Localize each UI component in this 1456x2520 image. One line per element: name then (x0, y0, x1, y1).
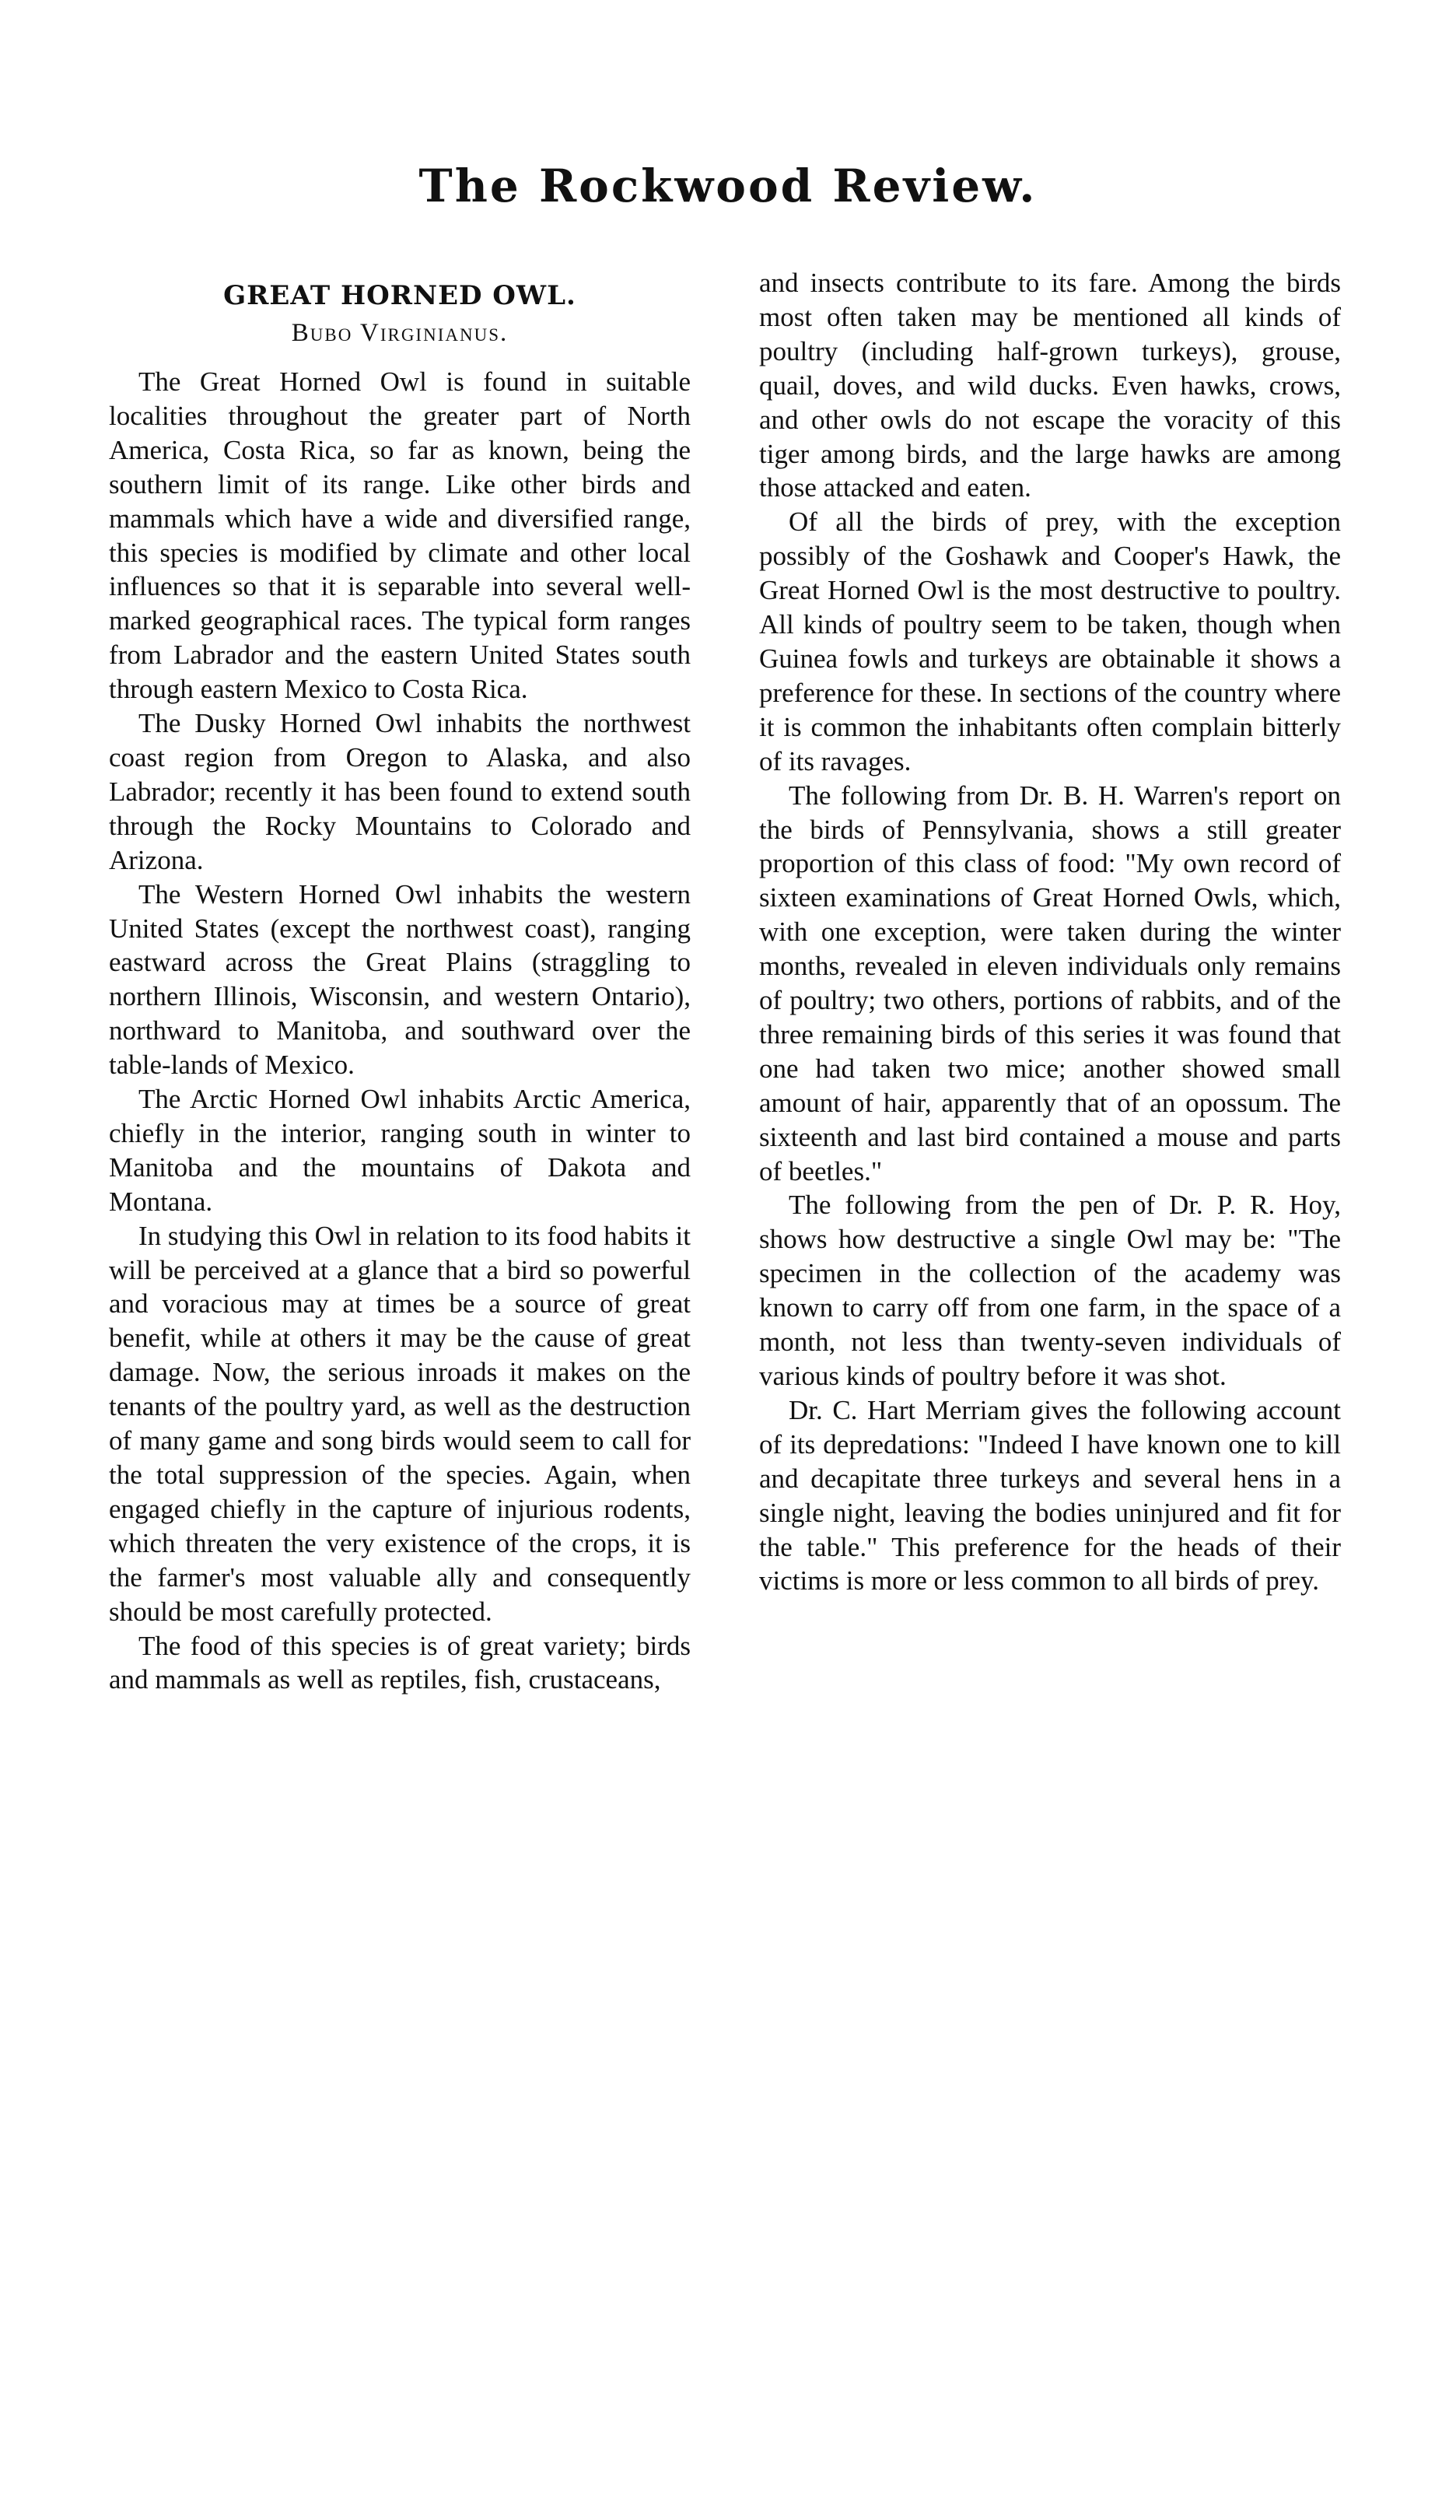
paragraph: and insects contribute to its fare. Among the birds most often taken may be mentioned all kinds of poultry (including half-grown turkeys), grouse, quail, doves, and wild ducks. Even hawks, crows, and other owls do not escape the voracity of this tiger among birds, and the large hawks are among those attacked and eaten. (759, 268, 1341, 503)
paragraph: The Dusky Horned Owl inhabits the northwest coast region from Oregon to Alaska, and also Labrador; recently it has been found to extend south through the Rocky Mountains to Colorado and Arizona. (109, 708, 691, 875)
paragraph: Dr. C. Hart Merriam gives the following account of its depredations: "Indeed I have known one to kill and decapitate three turkeys and several hens in a single night, leaving the bodies uninjured and fit for the table." This preference for the heads of their victims is more or less common to all birds of prey. (759, 1394, 1341, 1596)
left-column (109, 265, 691, 1697)
paragraph: The food of this species is of great variety; birds and mammals as well as reptiles, fish, crustaceans, (109, 1630, 691, 1695)
paragraph: The Western Horned Owl inhabits the western United States (except the northwest coast), ranging eastward across the Great Plains (straggling to northern Illinois, Wisconsin, and western Ontario), northward to Manitoba, and southward over the table-lands of Mexico. (109, 878, 691, 1081)
masthead-title: The Rockwood Review. (418, 159, 1038, 212)
paragraph: The following from the pen of Dr. P. R. Hoy, shows how destructive a single Owl may be: "The specimen in the collection of the academy was known to carry off from one farm, in the space of a month, not less than twenty-seven individuals of various kinds of poultry before it was shot. (759, 1190, 1341, 1391)
paragraph: In studying this Owl in relation to its food habits it will be perceived at a glance that a bird so powerful and voracious may at times be a source of great benefit, while at others it may be the cause of great damage. Now, the serious inroads it makes on the tenants of the poultry yard, as well as the destruction of many game and song birds would seem to call for the total suppression of the species. Again, when engaged chiefly in the capture of injurious rodents, which threaten the very existence of the crops, it is the farmer's most valuable ally and consequently should be most carefully protected. (109, 1220, 691, 1627)
paragraph: The Arctic Horned Owl inhabits Arctic America, chiefly in the interior, ranging south in winter to Manitoba and the mountains of Dakota and Montana. (109, 1084, 691, 1217)
paragraph: Of all the birds of prey, with the exception possibly of the Goshawk and Cooper's Hawk, the Great Horned Owl is the most destructive to poultry. All kinds of poultry seem to be taken, though when Guinea fowls and turkeys are obtainable it shows a preference for these. In sections of the country where it is common the inhabitants often complain bitterly of its ravages. (759, 506, 1341, 776)
article-subtitle: Bubo Virginianus. (291, 319, 509, 347)
right-column (759, 266, 1341, 1598)
article-title: GREAT HORNED OWL. (223, 280, 576, 311)
paragraph: The following from Dr. B. H. Warren's report on the birds of Pennsylvania, shows a still greater proportion of this class of food: "My own record of sixteen examinations of Great Horned Owls, which, with one exception, were taken during the winter months, revealed in eleven individuals only remains of poultry; two others, portions of rabbits, and of the three remaining birds of this series it was found that one had taken two mice; another showed small amount of hair, apparently that of an opossum. The sixteenth and last bird contained a mouse and parts of beetles." (759, 780, 1341, 1186)
paragraph: The Great Horned Owl is found in suitable localities throughout the greater part of North America, Costa Rica, so far as known, being the southern limit of its range. Like other birds and mammals which have a wide and diversified range, this species is modified by climate and other local influences so that it is separable into several well-marked geographical races. The typical form ranges from Labrador and the eastern United States south through eastern Mexico to Costa Rica. (109, 366, 691, 705)
